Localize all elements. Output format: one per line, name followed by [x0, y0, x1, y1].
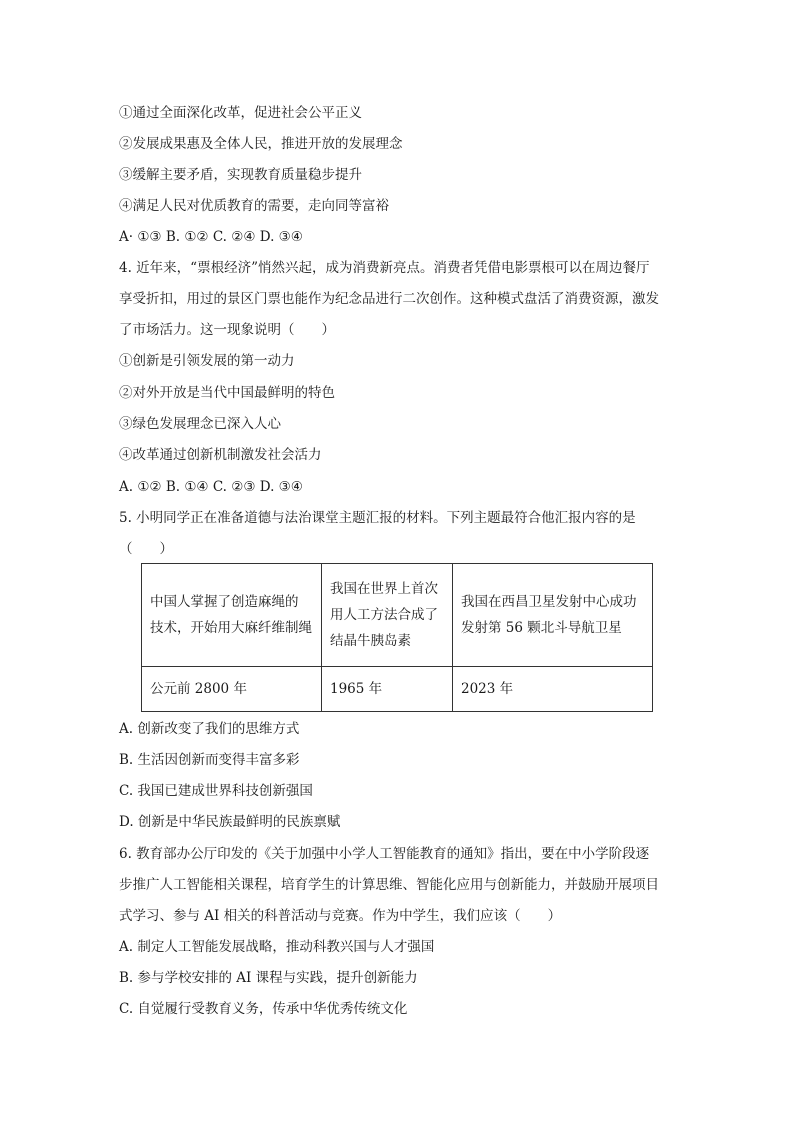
q5-material-table	[141, 563, 653, 712]
table-cell-event-3: 我国在西昌卫星发射中心成功 发射第 56 颗北斗导航卫星	[453, 564, 653, 667]
q3-statement-2: ②发展成果惠及全体人民，推进开放的发展理念	[119, 136, 403, 152]
table-cell-event-1: 中国人掌握了创造麻绳的 技术，开始用大麻纤维制绳	[142, 564, 322, 667]
table-cell-event-2: 我国在世界上首次 用人工方法合成了 结晶牛胰岛素	[322, 564, 453, 667]
q6-stem-line-1: 6. 教育部办公厅印发的《关于加强中小学人工智能教育的通知》指出，要在中小学阶段逐	[119, 846, 650, 862]
table-row-events	[142, 564, 653, 667]
q3-statement-3: ③缓解主要矛盾，实现教育质量稳步提升	[119, 167, 362, 183]
q5-choice-b: B. 生活因创新而变得丰富多彩	[119, 752, 300, 768]
q4-stem-line-3: 了市场活力。这一现象说明（ ）	[119, 322, 335, 338]
table-cell-year-2: 1965 年	[322, 667, 453, 712]
q4-stem-line-1: 4. 近年来，“票根经济”悄然兴起，成为消费新亮点。消费者凭借电影票根可以在周边餐厅	[119, 260, 650, 276]
q5-choice-d: D. 创新是中华民族最鲜明的民族禀赋	[119, 814, 341, 830]
table-cell-year-1: 公元前 2800 年	[142, 667, 322, 712]
q6-choice-a: A. 制定人工智能发展战略，推动科教兴国与人才强国	[119, 939, 435, 955]
q4-statement-4: ④改革通过创新机制激发社会活力	[119, 447, 322, 463]
q4-statement-3: ③绿色发展理念已深入人心	[119, 416, 281, 432]
q3-statement-1: ①通过全面深化改革，促进社会公平正义	[119, 105, 362, 121]
table-row-years	[142, 667, 653, 712]
q4-stem-line-2: 享受折扣，用过的景区门票也能作为纪念品进行二次创作。这种模式盘活了消费资源，激发	[119, 291, 659, 307]
q3-statement-4: ④满足人民对优质教育的需要，走向同等富裕	[119, 198, 389, 214]
q3-options: A· ①③ B. ①② C. ②④ D. ③④	[119, 229, 303, 245]
table-cell-year-3: 2023 年	[453, 667, 653, 712]
q4-statement-1: ①创新是引领发展的第一动力	[119, 353, 295, 369]
q6-stem-line-3: 式学习、参与 AI 相关的科普活动与竞赛。作为中学生，我们应该（ ）	[119, 908, 562, 924]
q4-statement-2: ②对外开放是当代中国最鲜明的特色	[119, 385, 335, 401]
q5-stem-line-1: 5. 小明同学正在准备道德与法治课堂主题汇报的材料。下列主题最符合他汇报内容的是	[119, 510, 636, 526]
q6-choice-b: B. 参与学校安排的 AI 课程与实践，提升创新能力	[119, 970, 418, 986]
q5-choice-a: A. 创新改变了我们的思维方式	[119, 721, 300, 737]
q5-choice-c: C. 我国已建成世界科技创新强国	[119, 783, 313, 799]
q6-stem-line-2: 步推广人工智能相关课程，培育学生的计算思维、智能化应用与创新能力，并鼓励开展项目	[119, 877, 659, 893]
q4-options: A. ①② B. ①④ C. ②③ D. ③④	[119, 479, 303, 495]
q5-stem-line-2: （ ）	[119, 541, 173, 557]
q6-choice-c: C. 自觉履行受教育义务，传承中华优秀传统文化	[119, 1001, 408, 1017]
